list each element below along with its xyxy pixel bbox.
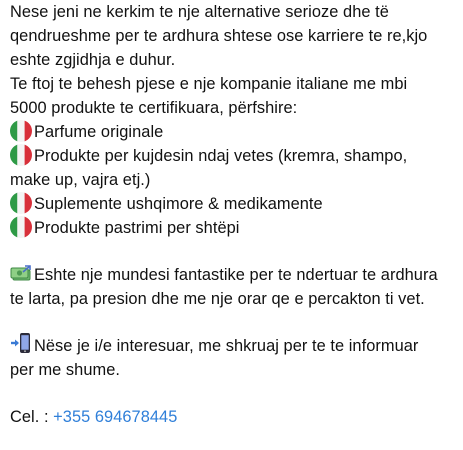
contact-line: per me shume.: [10, 361, 120, 379]
product-item: [10, 120, 460, 144]
product-label: Suplemente ushqimore & medikamente: [34, 195, 323, 213]
invite-line: 5000 produkte te certifikuara, përfshire:: [10, 99, 298, 117]
money-icon: [10, 265, 32, 283]
product-item: [10, 144, 460, 168]
intro-line: Nese jeni ne kerkim te nje alternative serioze dhe të: [10, 3, 389, 21]
opportunity-text: Eshte nje mundesi fantastike per te ndertuar te ardhura: [34, 266, 438, 284]
invite-line: Te ftoj te behesh pjese e nje kompanie italiane me mbi: [10, 75, 408, 93]
product-label: Parfume originale: [34, 123, 164, 141]
phone-number-link[interactable]: +355 694678445: [53, 408, 178, 426]
spacer: [10, 382, 460, 405]
opportunity-line: [10, 263, 460, 287]
product-label: Produkte pastrimi per shtëpi: [34, 219, 240, 237]
product-label: Produkte per kujdesin ndaj vetes (kremra, shampo,: [34, 147, 408, 165]
italy-flag-icon: [10, 192, 32, 214]
contact-text: Nëse je i/e interesuar, me shkruaj per te te informuar: [34, 337, 419, 355]
contact-line: [10, 334, 460, 358]
spacer: [10, 240, 460, 263]
phone-label: Cel. :: [10, 408, 54, 426]
intro-line: qendrueshme per te ardhura shtese ose karriere te re,kjo: [10, 27, 428, 45]
spacer: [10, 311, 460, 334]
italy-flag-icon: [10, 144, 32, 166]
opportunity-line: te larta, pa presion dhe me nje orar qe e percakton ti vet.: [10, 290, 425, 308]
product-item: [10, 192, 460, 216]
mobile-phone-arrow-icon: [10, 336, 32, 354]
product-label-continued: make up, vajra etj.): [10, 171, 151, 189]
post-text: [10, 0, 460, 429]
italy-flag-icon: [10, 120, 32, 142]
product-item: [10, 216, 460, 240]
intro-line: eshte zgjidhja e duhur.: [10, 51, 176, 69]
phone-line: [10, 405, 460, 429]
italy-flag-icon: [10, 216, 32, 238]
